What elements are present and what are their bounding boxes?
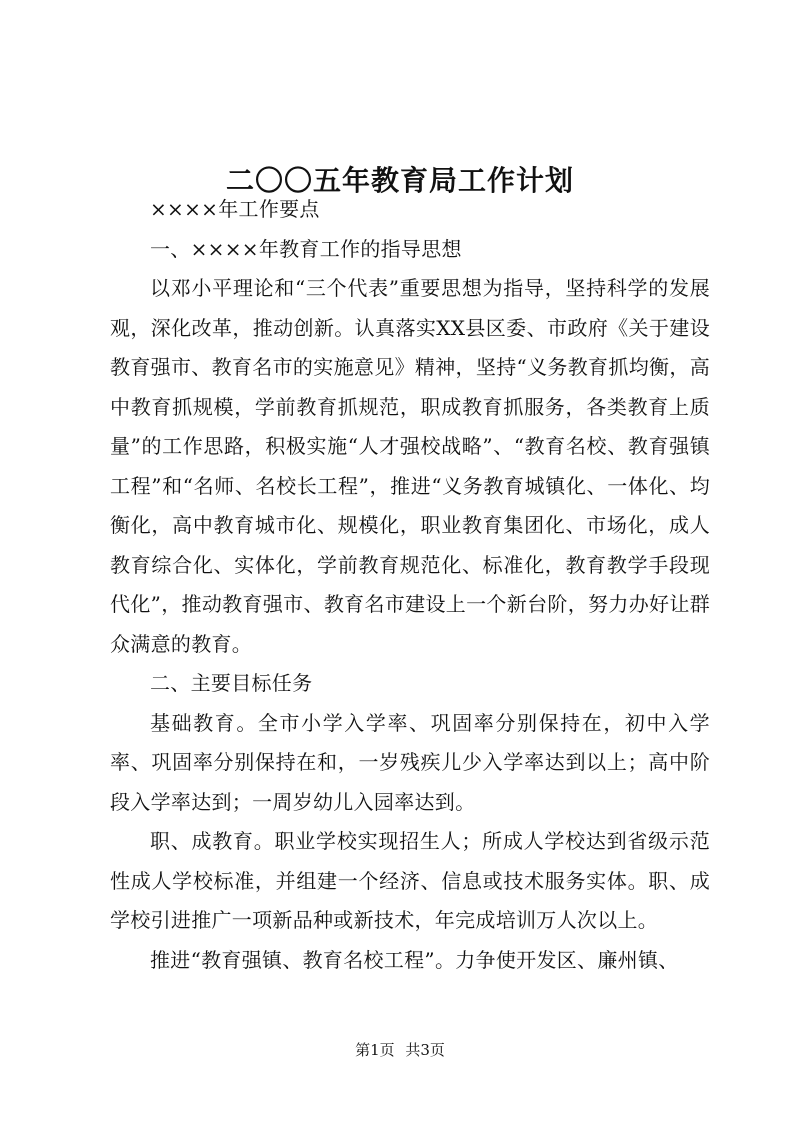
body-paragraph: 推进“教育强镇、教育名校工程”。力争使开发区、廉州镇、	[150, 947, 679, 972]
section-heading-main-goals: 二、主要目标任务	[150, 671, 313, 695]
section-heading-work-points: ××××年工作要点	[150, 197, 320, 221]
document-body	[110, 190, 710, 980]
body-paragraph: 职、成教育。职业学校实现招生人；所成人学校达到省级示范性成人学校标准，并组建一个经济、信息或技术服务实体。职、成学校引进推广一项新品种或新技术，年完成培训万人次以上。	[110, 829, 710, 932]
page-footer	[0, 1040, 800, 1060]
page-total: 共3页	[405, 1041, 445, 1059]
body-paragraph: 基础教育。全市小学入学率、巩固率分别保持在，初中入学率、巩固率分别保持在和，一岁残疾儿少入学率达到以上；高中阶段入学率达到；一周岁幼儿入园率达到。	[110, 710, 710, 814]
page-number: 第1页	[355, 1041, 395, 1059]
section-heading-guiding-thought: 一、××××年教育工作的指导思想	[150, 236, 462, 261]
document-title: 二〇〇五年教育局工作计划	[225, 163, 574, 197]
body-paragraph: 以邓小平理论和“三个代表”重要思想为指导，坚持科学的发展观，深化改革，推动创新。认真落实XX县区委、市政府《关于建设教育强市、教育名市的实施意见》精神，坚持“义务教育抓均衡，高中教育抓规模，学前教育抓规范，职成教育抓服务，各类教育上质量”的工作思路，积极实施“人才强校战略”、“教育名校、教育强镇工程”和“名师、名校长工程”，推进“义务教育城镇化、一体化、均衡化，高中教育城市化、规模化，职业教育集团化、市场化，成人教育综合化、实体化，学前教育规范化、标准化，教育教学手段现代化”，推动教育强市、教育名市建设上一个新台阶，努力办好让群众满意的教育。	[110, 276, 710, 656]
